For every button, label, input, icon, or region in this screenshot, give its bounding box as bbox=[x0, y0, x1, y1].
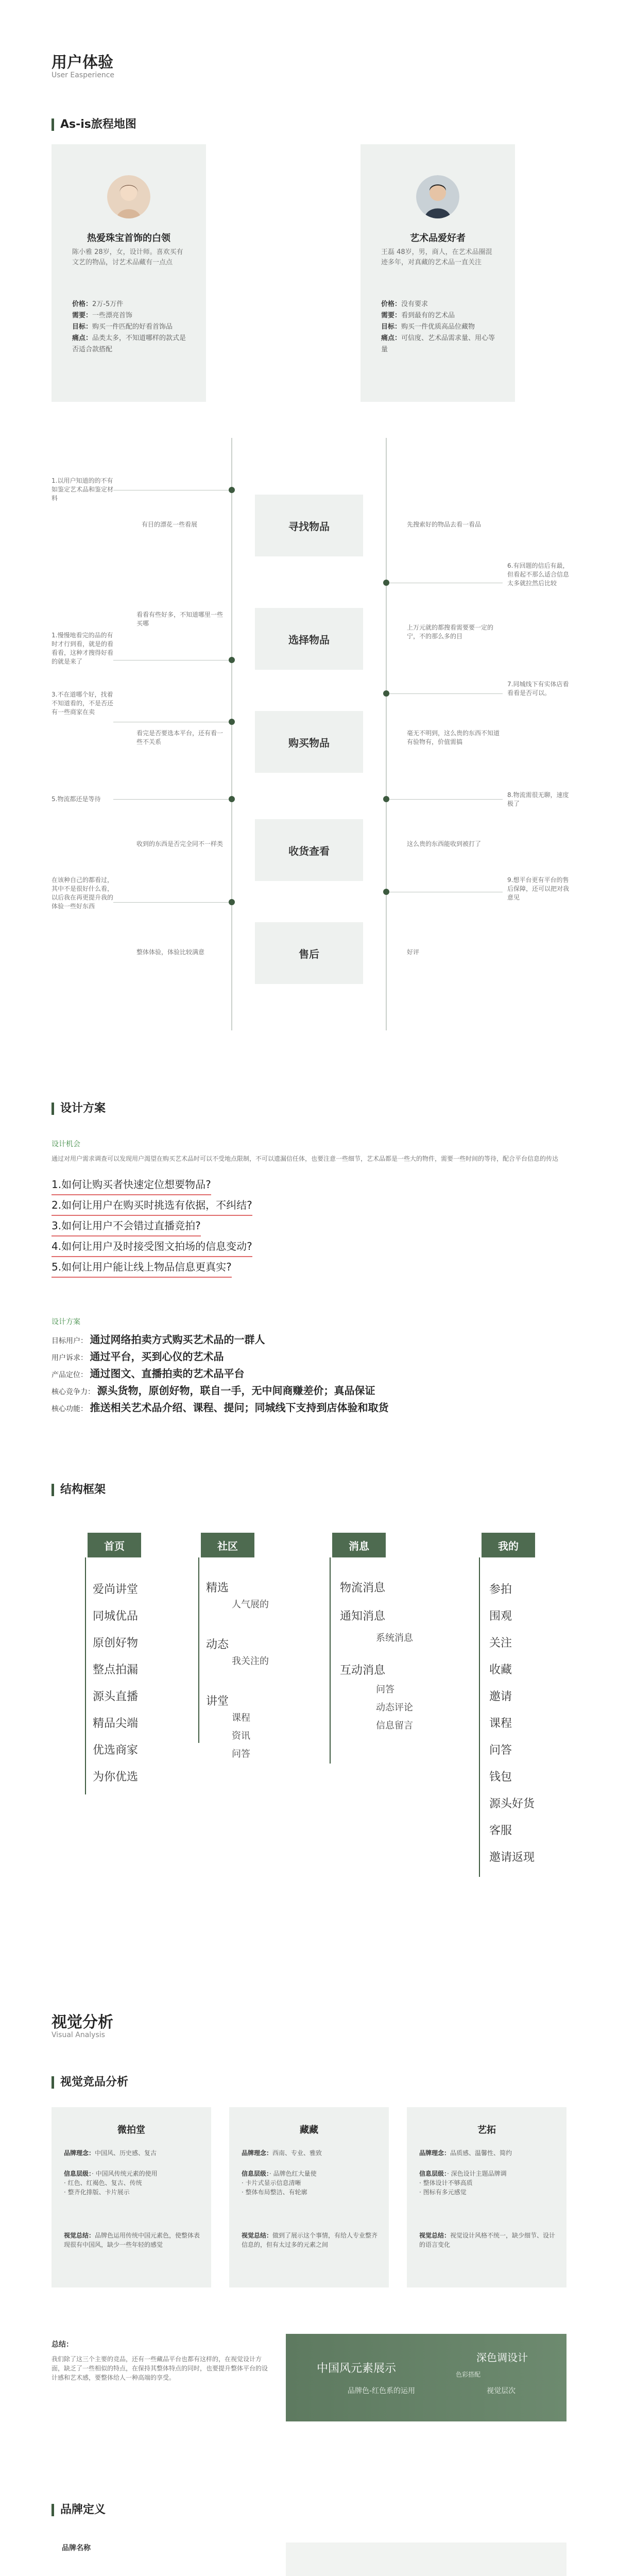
journey-section-title: As-is旅程地图 bbox=[52, 118, 136, 131]
design-intro: 通过对用户需求调查可以发现用户渴望在购买艺术品时可以不受地点限制，不可以遗漏信任体，也要注意一些细节，艺术品都是一些大的物件，需要一些时间的等待，配合平台信息的传达 bbox=[52, 1155, 559, 1162]
competitor-name: 微拍堂 bbox=[117, 2125, 145, 2136]
persona-desc: 陈小雅 28岁，女，设计师。喜欢买有文艺的物品，讨艺术品藏有一点点 bbox=[72, 248, 183, 266]
ia-item: 精品尖端 bbox=[93, 1717, 139, 1730]
ia-item: 爱尚讲堂 bbox=[93, 1583, 139, 1596]
ia-col-home-items bbox=[93, 1577, 138, 1791]
ia-col-community: 社区 bbox=[201, 1533, 254, 1557]
journey-connector bbox=[389, 799, 503, 800]
journey-dot bbox=[383, 796, 389, 802]
journey-pain-right: 9.想平台更有平台的售后保障，还可以把对我意见 bbox=[507, 876, 570, 901]
journey-dot bbox=[229, 796, 235, 802]
ia-item: 通知消息 bbox=[340, 1610, 386, 1623]
ia-col-mine: 我的 bbox=[482, 1533, 535, 1557]
stage-note-right: 上万元就的都搜看需要要一定的宁，不的那么多的目 bbox=[407, 624, 494, 640]
journey-connector bbox=[389, 693, 503, 694]
journey-dot bbox=[383, 690, 389, 697]
journey-right-line bbox=[386, 438, 387, 1030]
ia-tree-line bbox=[198, 1557, 199, 1743]
banner-right-title: 深色调设计 bbox=[476, 2351, 528, 2364]
summary-label: 总结： bbox=[52, 2341, 73, 2349]
ia-col-mine-items bbox=[489, 1577, 535, 1871]
persona-attr-goal: 目标：购买一件匹配的好看首饰品 bbox=[72, 323, 173, 331]
journey-pain-right: 7.同城线下有实体店看看看是否可以。 bbox=[507, 681, 569, 697]
journey-connector bbox=[113, 902, 229, 903]
competitor-row: 品牌理念：品质感、温馨性、简约 bbox=[419, 2149, 512, 2157]
journey-dot bbox=[229, 487, 235, 493]
banner-left-title: 中国风元素展示 bbox=[317, 2362, 397, 2375]
journey-pain-right: 6.有回题的信后有最，但看起不那么适合信息太多就拉然后比较 bbox=[507, 562, 570, 587]
stage-note-right: 好评 bbox=[407, 948, 420, 956]
design-opportunity-label: 设计机会 bbox=[52, 1140, 80, 1148]
ia-item: 源头好货 bbox=[489, 1798, 535, 1810]
journey-left-line bbox=[231, 438, 232, 1030]
position-row: 目标用户： 通过网络拍卖方式购买艺术品的一群人 bbox=[52, 1333, 265, 1346]
design-question: 3.如何让用户不会错过直播竞拍? bbox=[52, 1216, 201, 1236]
banner-left-sub: 品牌色-红色系的运用 bbox=[348, 2387, 416, 2395]
competitor-name: 藏藏 bbox=[300, 2125, 318, 2136]
competitor-row: 信息层级：· 品牌色红大量使 · 卡片式显示信息清晰 · 整体布局整洁、有轮廓 bbox=[242, 2170, 317, 2196]
journey-pain-right: 8.物流需很无聊，速度极了 bbox=[507, 791, 569, 807]
ia-sub-item: 我关注的 bbox=[232, 1656, 269, 1667]
ia-sub-item: 课程 bbox=[232, 1713, 250, 1723]
persona-name: 热爱珠宝首饰的白领 bbox=[87, 233, 170, 244]
stage-note-left: 整体体验，体验比较满意 bbox=[136, 948, 205, 956]
ia-sub-item: 问答 bbox=[376, 1684, 394, 1695]
journey-dot bbox=[383, 580, 389, 586]
ia-col-message: 消息 bbox=[332, 1533, 386, 1557]
ia-item: 动态 bbox=[206, 1638, 229, 1651]
avatar bbox=[416, 175, 459, 218]
stage-note-right: 先搜索好的物品去看一看品 bbox=[407, 521, 482, 528]
stage-note-right: 毫无不明到，这么贵的东西不知道有验物有，价值需搞 bbox=[407, 730, 500, 745]
ia-item: 课程 bbox=[489, 1717, 512, 1730]
design-question: 4.如何让用户及时接受图文拍场的信息变动? bbox=[52, 1236, 252, 1257]
ia-item: 优选商家 bbox=[93, 1744, 139, 1757]
competitor-section-title: 视觉竞品分析 bbox=[52, 2076, 128, 2089]
persona-attr-pain: 痛点：品类太多，不知道哪样的款式是否适合款搭配 bbox=[72, 334, 186, 353]
design-question: 1.如何让购买者快速定位想要物品? bbox=[52, 1175, 211, 1195]
ia-tree-line bbox=[479, 1557, 480, 1877]
ia-section-title: 结构框架 bbox=[52, 1484, 106, 1496]
persona-attr-need: 需要：看到最有的艺术品 bbox=[381, 312, 455, 319]
competitor-row: 视觉总结：品牌色运用传统中国元素色，使整体表现很有中国风，缺少一些年轻的感觉 bbox=[64, 2232, 200, 2248]
design-question: 2.如何让用户在购买时挑选有依据，不纠结? bbox=[52, 1195, 252, 1216]
ia-item: 为你优选 bbox=[93, 1771, 139, 1784]
ia-tree-line bbox=[85, 1557, 86, 1794]
competitor-row: 视觉总结：视觉设计风格不统一，缺少细节、设计的语言变化 bbox=[419, 2232, 556, 2248]
ia-item: 同城优品 bbox=[93, 1610, 139, 1623]
stage-select: 选择物品 bbox=[255, 608, 363, 670]
brand-name-label: 品牌名称 bbox=[62, 2544, 91, 2552]
journey-dot bbox=[229, 899, 235, 905]
banner-right-mid: 色彩搭配 bbox=[456, 2371, 481, 2378]
ia-item: 整点拍漏 bbox=[93, 1664, 139, 1676]
position-row: 核心功能： 推送相关艺术品介绍、课程、提问；同城线下支持到店体验和取货 bbox=[52, 1401, 389, 1414]
stage-note-right: 这么贵的东西能收到被打了 bbox=[407, 840, 482, 848]
position-row: 产品定位： 通过图文、直播拍卖的艺术品平台 bbox=[52, 1367, 245, 1380]
design-questions bbox=[52, 1175, 566, 1278]
ia-col-home: 首页 bbox=[88, 1533, 141, 1557]
journey-pain-left: 在该种自己的都看过，其中不是很好什么看，以后我在再更提升我的体验一些好东西 bbox=[52, 876, 114, 910]
ia-sub-item: 系统消息 bbox=[376, 1633, 413, 1643]
persona-desc: 王磊 48岁，男，商人，在艺术品圈混迹多年，对真藏的艺术品一直关注 bbox=[381, 248, 492, 266]
avatar bbox=[107, 175, 150, 218]
persona-attr-price: 价格：没有要求 bbox=[381, 300, 428, 308]
ia-item: 物流消息 bbox=[340, 1582, 386, 1595]
stage-find: 寻找物品 bbox=[255, 495, 363, 556]
journey-pain-left: 5.物流都还是等待 bbox=[52, 795, 101, 803]
ia-item: 源头直播 bbox=[93, 1690, 139, 1703]
journey-dot bbox=[229, 657, 235, 663]
ia-sub-item: 问答 bbox=[232, 1749, 250, 1759]
persona-attrs bbox=[72, 299, 191, 355]
journey-pain-left: 1.以用户知道的的不有如鉴定艺术品和鉴定材料 bbox=[52, 477, 114, 502]
persona-attr-pain: 痛点：可信度、艺术品需求量、用心等量 bbox=[381, 334, 495, 353]
page-title: 用户体验 bbox=[52, 54, 113, 72]
persona-card-2 bbox=[360, 144, 515, 402]
stage-note-left: 有目的漂花一些看展 bbox=[142, 521, 198, 528]
competitor-card bbox=[407, 2107, 566, 2287]
ia-item: 讲堂 bbox=[206, 1695, 229, 1708]
ia-item: 精选 bbox=[206, 1582, 229, 1595]
competitor-row: 品牌理念：西南、专业、雅致 bbox=[242, 2149, 322, 2157]
stage-buy: 购买物品 bbox=[255, 711, 363, 773]
ia-sub-item: 人气展的 bbox=[232, 1599, 269, 1610]
ia-item: 钱包 bbox=[489, 1771, 512, 1784]
ia-item: 收藏 bbox=[489, 1664, 512, 1676]
persona-attr-need: 需要：一些漂亮首饰 bbox=[72, 312, 133, 319]
ia-item: 围观 bbox=[489, 1610, 512, 1623]
journey-connector bbox=[113, 799, 229, 800]
ia-item: 客服 bbox=[489, 1824, 512, 1837]
competitor-row: 信息层级：· 深色设计主题品牌调 · 整体设计不够高质 · 图标有多元感觉 bbox=[419, 2170, 507, 2196]
competitor-row: 品牌理念：中国风、历史感、复古 bbox=[64, 2149, 157, 2157]
competitor-card bbox=[229, 2107, 389, 2287]
brand-logo-box bbox=[286, 2543, 566, 2576]
persona-card-1 bbox=[52, 144, 206, 402]
ia-item: 原创好物 bbox=[93, 1637, 139, 1650]
visual-subtitle: Visual Analysis bbox=[52, 2031, 105, 2039]
ia-tree-line bbox=[330, 1557, 331, 1764]
ia-sub-item: 动态评论 bbox=[376, 1702, 413, 1713]
summary-text: 我们除了这三个主要的竞品，还有一些藏品平台也都有这样的，在视觉设计方面，缺乏了一些相似的特点，在保持其整体特点的同时，也要提升整体平台的设计感和艺术感，要整体给人一种高端的享受。 bbox=[52, 2355, 268, 2381]
banner-right-sub: 视觉层次 bbox=[487, 2387, 516, 2395]
persona-attr-goal: 目标：购买一件优质高品位藏物 bbox=[381, 323, 475, 331]
competitor-card bbox=[52, 2107, 211, 2287]
competitor-row: 视觉总结：做到了展示这个事情，有给人专业整齐信息的，但有太过多的元素之间 bbox=[242, 2232, 378, 2248]
persona-attr-price: 价格：2万-5万件 bbox=[72, 300, 124, 308]
ia-item: 互动消息 bbox=[340, 1664, 386, 1677]
ia-item: 邀请 bbox=[489, 1690, 512, 1703]
page-subtitle: User Easperience bbox=[52, 71, 115, 79]
ia-item: 问答 bbox=[489, 1744, 512, 1757]
visual-banner bbox=[286, 2334, 566, 2421]
journey-dot bbox=[229, 719, 235, 725]
competitor-name: 艺拓 bbox=[477, 2125, 496, 2136]
ia-item: 参拍 bbox=[489, 1583, 512, 1596]
stage-receive: 收货查看 bbox=[255, 819, 363, 881]
ia-item: 关注 bbox=[489, 1637, 512, 1650]
stage-note-left: 看完是否要选本平台，还有看一些不关系 bbox=[136, 730, 224, 745]
stage-aftersale: 售后 bbox=[255, 922, 363, 984]
ia-sub-item: 信息留言 bbox=[376, 1720, 413, 1731]
stage-note-left: 看看有些好多，不知道哪里一些买哪 bbox=[136, 611, 224, 627]
journey-dot bbox=[383, 889, 389, 895]
position-row: 用户诉求： 通过平台，买到心仪的艺术品 bbox=[52, 1350, 224, 1363]
design-positions bbox=[52, 1332, 566, 1417]
persona-name: 艺术品爱好者 bbox=[410, 233, 466, 244]
position-row: 核心竞争力： 源头货物，原创好物，联自一手，无中间商赚差价；真品保证 bbox=[52, 1384, 375, 1397]
brand-section-title: 品牌定义 bbox=[52, 2504, 106, 2516]
journey-pain-left: 3.不在道哪个好，找着不知道看的，不是否还有一些商家在卖 bbox=[52, 691, 114, 716]
stage-note-left: 收到的东西是否完全同不一样类 bbox=[136, 840, 224, 848]
ia-item: 邀请返现 bbox=[489, 1851, 535, 1864]
journey-pain-left: 1.慢慢地看完的品的有时才行到看，就是的看看看，这种才搜得好看的就是来了 bbox=[52, 632, 114, 665]
visual-title: 视觉分析 bbox=[52, 2013, 113, 2031]
design-section-title: 设计方案 bbox=[52, 1103, 106, 1115]
ia-sub-item: 资讯 bbox=[232, 1731, 250, 1741]
design-plan-label: 设计方案 bbox=[52, 1318, 80, 1326]
persona-attrs bbox=[381, 299, 500, 355]
competitor-row: 信息层级：· 中国风传统元素的使用 · 红色、红褐色、复古、传统 · 整齐化排版、卡片展示 bbox=[64, 2170, 158, 2196]
design-question: 5.如何让用户能让线上物品信息更真实? bbox=[52, 1257, 232, 1278]
